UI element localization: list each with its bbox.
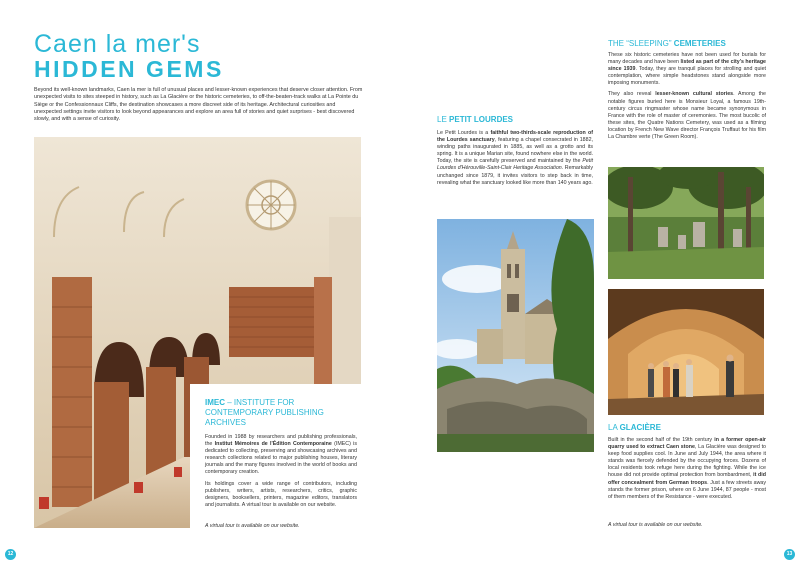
page-title-line2: HIDDEN GEMS <box>34 56 224 82</box>
glaciere-t2: , La Glacière was designed to keep food supplies cool. In June and July 1944, the area where it stands was fiercely defended by the occupying forces. Dozens of local residents took refuge here during the fighting. While the ice house did not provide optimal protection from bombardment, <box>608 444 766 479</box>
cemeteries-title-a: THE “SLEEPING” <box>608 39 674 48</box>
page-number-left: 12 <box>5 549 16 560</box>
lourdes-title-a: LE <box>437 115 450 124</box>
page-number-right: 13 <box>784 549 795 560</box>
cemeteries-title-b: CEMETERIES <box>673 39 726 48</box>
imec-body <box>205 434 357 513</box>
lourdes-body <box>437 130 593 187</box>
glaciere-t3: . Just a few streets away stands the former prison, where on 6 June 1944, 87 people - most of them members of the Resistance - were executed. <box>608 479 766 500</box>
page-title-line1: Caen la mer's <box>34 30 201 58</box>
imec-card <box>190 384 365 534</box>
lourdes-t3: . Remarkably unchanged since 1879, it invites visitors to step back in time, revealing what the sanctuary looked like more than 140 years ago. <box>437 165 594 186</box>
cemeteries-p2-a: They also reveal <box>608 91 656 98</box>
imec-p1-a: Founded in 1988 by researchers and publishing professionals, the <box>205 434 357 448</box>
glaciere-title-a: LA <box>608 423 620 432</box>
petit-lourdes-photo <box>437 219 594 452</box>
glaciere-title-b: GLACIÈRE <box>619 423 661 432</box>
glaciere-title <box>608 423 661 433</box>
cemeteries-p2-b: lesser-known cultural stories <box>655 91 734 98</box>
cemeteries-p1-a: These six historic cemeteries have not been used for burials for many decades and have been <box>608 52 766 66</box>
imec-title-rest: – INSTITUTE FOR CONTEMPORARY PUBLISHING ARCHIVES <box>205 398 324 427</box>
glaciere-virtual-tour-note: A virtual tour is available on our website. <box>608 522 703 528</box>
intro-paragraph: Beyond its well-known landmarks, Caen la mer is full of unusual places and lesser-known experiences that deserve closer attention. From unexpected visits to sites steeped in history, such as La Glacière or the historic cemeteries, to off-the-beaten-track walks at La Pointe du Siège or the Confessionnaux Cliffs, the destination showcases a more discreet side of its heritage. Architectural curiosities and unexpected settings invite visitors to look beyond appearances and explore an area full of stories and quiet surprises - best discovered slowly, and with a sense of curiosity. <box>34 87 363 123</box>
imec-p1-b: Institut Mémoires de l'Édition Contemporaine <box>214 441 332 448</box>
glaciere-b1: in a former open-air quarry used to extract Caen stone <box>608 437 766 451</box>
imec-virtual-tour-note: A virtual tour is available on our website. <box>205 523 300 529</box>
glaciere-body <box>608 437 766 501</box>
cemeteries-p1-b: listed as part of the city's heritage since 1939 <box>608 59 766 73</box>
imec-title <box>205 398 355 428</box>
glaciere-b2: it did offer concealment from German troops <box>608 472 766 486</box>
imec-p1-c: (IMEC) is dedicated to collecting, preserving and showcasing archives and research collections related to major publishing houses, literary journals and the many figures involved in the world of books and contemporary creation. <box>205 441 357 476</box>
lourdes-t1: Le Petit Lourdes is a <box>437 130 491 136</box>
lourdes-i1: Petit Lourdes d'Hérouville-Saint-Clair Heritage Association <box>437 158 593 172</box>
lourdes-title <box>437 115 513 125</box>
lourdes-t2: , featuring a chapel consecrated in 1882, winding paths inaugurated in 1885, as well as a grotto and its spring. It is a unique Marian site, found nowhere else in the world. Today, the site is carefully preserved and maintained by the <box>437 137 593 165</box>
imec-title-bold: IMEC <box>205 398 225 407</box>
cemeteries-body <box>608 52 766 145</box>
imec-p2: Its holdings cover a wide range of contributors, including publishers, writers, artists, researchers, critics, graphic designers, booksellers, printers, magazine editors, translators and journalists. A virtual tour is available on our website. <box>205 480 357 508</box>
cemeteries-p1-c: . Today, they are tranquil places for strolling and quiet contemplation, where simple headstones stand alongside more imposing monuments. <box>608 66 766 87</box>
lourdes-title-b: PETIT LOURDES <box>449 115 514 124</box>
glaciere-photo <box>608 289 764 415</box>
cemeteries-p2-c: . Among the notable figures buried here is Monsieur Loyal, a famous 19th-century circus ringmaster whose name became synonymous in France with the role of master of ceremonies. The most bucolic of these sites, the Quatre Nations Cemetery, was used as a filming location by French New Wave director François Truffaut for his film La Chambre verte (The Green Room). <box>608 91 766 141</box>
cemeteries-title <box>608 39 726 49</box>
lourdes-b1: faithful two-thirds-scale reproduction of the Lourdes sanctuary <box>437 130 593 144</box>
glaciere-t1: Built in the second half of the 19th century <box>608 437 715 443</box>
cemetery-photo <box>608 167 764 279</box>
